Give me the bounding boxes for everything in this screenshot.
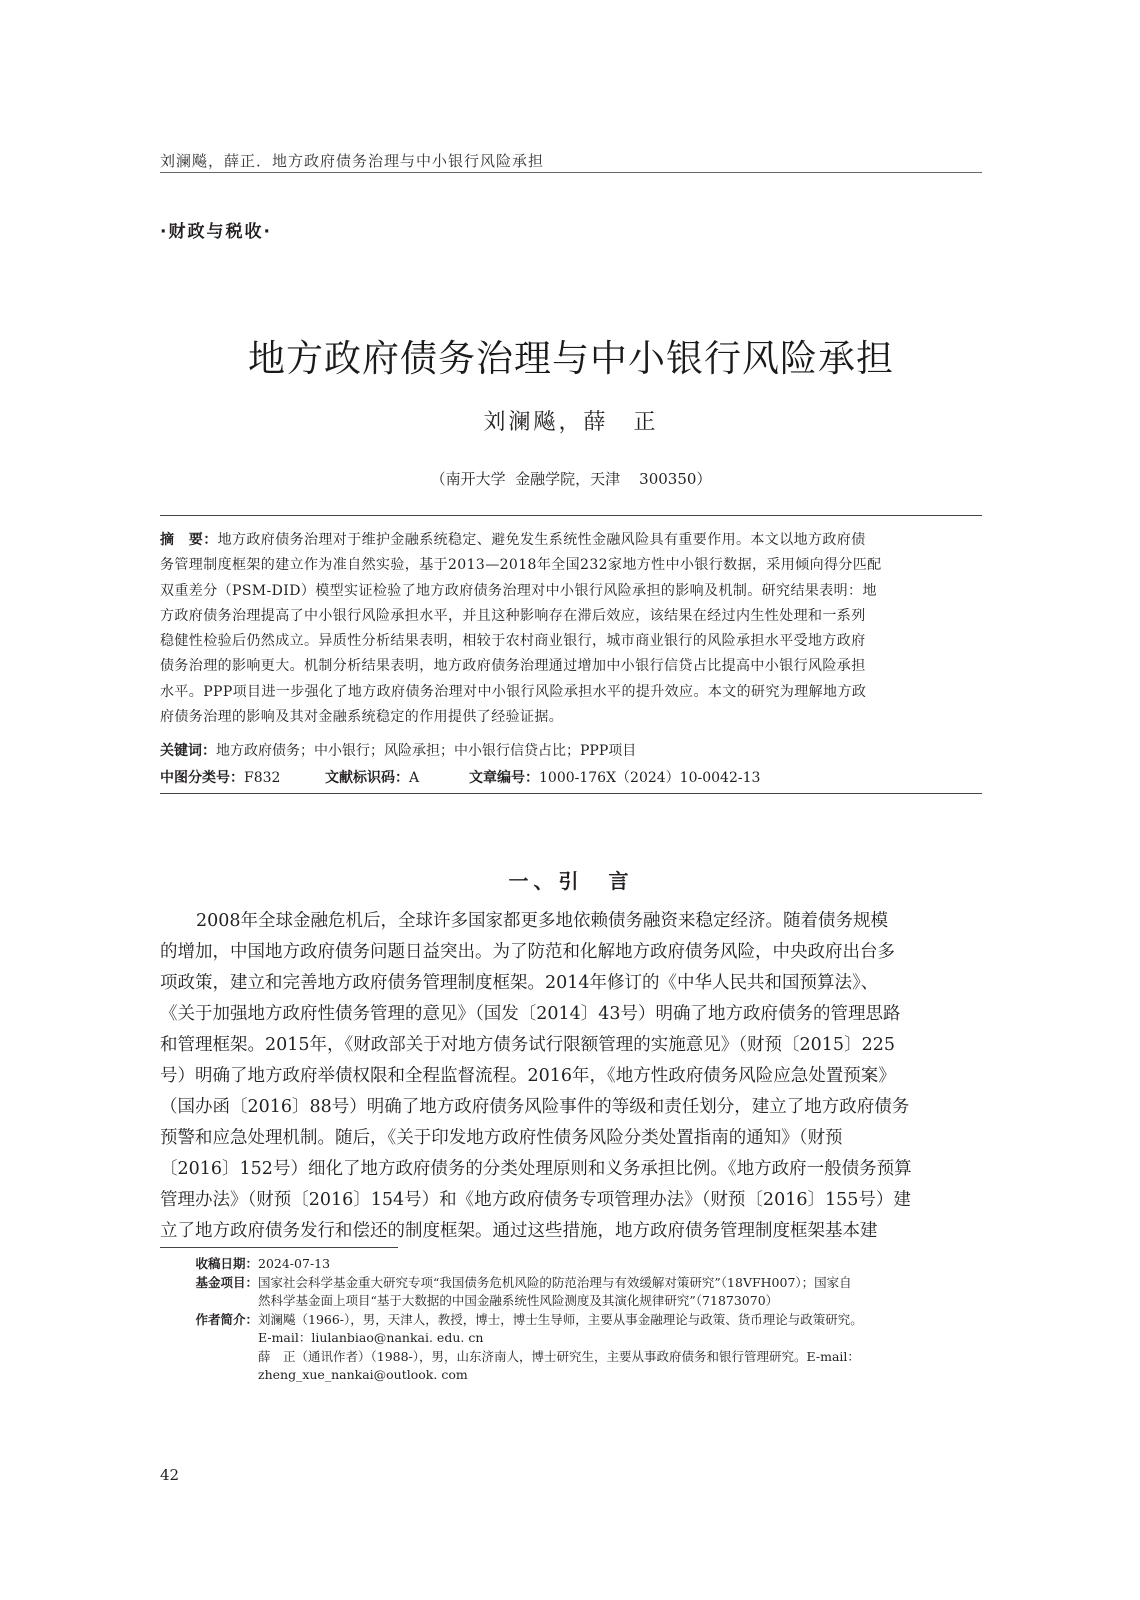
received-date [160, 1255, 982, 1274]
body-line: 的增加，中国地方政府债务问题日益突出。为了防范和化解地方政府债务风险，中央政府出台多 [160, 942, 895, 962]
abstract-line: 双重差分（PSM-DID）模型实证检验了地方政府债务治理对中小银行风险承担的影响及机制。研究结果表明：地 [160, 582, 877, 599]
abstract-text: 地方政府债务治理对于维护金融系统稳定、避免发生系统性金融风险具有重要作用。本文以地方政府债 [217, 532, 866, 548]
abstract-label: 摘 要： [160, 532, 218, 548]
author-bio-label: 作者简介： [195, 1311, 258, 1327]
abstract-bottom-rule [160, 793, 982, 794]
fund-label: 基金项目： [195, 1274, 258, 1290]
header-rule [160, 172, 982, 173]
doc-code-value: A [409, 770, 420, 786]
author-email: E-mail：liulanbiao@nankai. edu. cn [258, 1330, 484, 1345]
page-number: 42 [160, 1466, 180, 1484]
section-tag: ·财政与税收· [160, 222, 272, 242]
paper-title: 地方政府债务治理与中小银行风险承担 [248, 337, 894, 380]
footnote-rule [160, 1247, 398, 1248]
body-line: 预警和应急处理机制。随后，《关于印发地方政府性债务风险分类处置指南的通知》（财预 [160, 1128, 843, 1148]
author-bio-line: 刘澜飚（1966-），男，天津人，教授，博士，博士生导师，主要从事金融理论与政策、货币理论与政策研究。 [258, 1311, 863, 1327]
clc-value: F832 [244, 770, 281, 786]
body-line: 项政策，建立和完善地方政府债务管理制度框架。2014年修订的《中华人民共和国预算法》、 [160, 973, 879, 993]
classification [160, 767, 760, 787]
abstract [160, 528, 982, 730]
clc-label: 中图分类号： [160, 770, 244, 786]
abstract-line: 府债务治理的影响及其对金融系统稳定的作用提供了经验证据。 [160, 709, 564, 726]
body-line: 管理办法》（财预〔2016〕154号）和《地方政府债务专项管理办法》（财预〔2016〕155号）建 [160, 1190, 911, 1210]
body-line: 〔2016〕152号）细化了地方政府债务的分类处理原则和义务承担比例。《地方政府一般债务预算 [160, 1159, 912, 1179]
doc-code-label: 文献标识码： [325, 770, 409, 786]
article-number-label: 文章编号： [469, 770, 539, 786]
abstract-line: 水平。PPP项目进一步强化了地方政府债务治理对中小银行风险承担水平的提升效应。本文的研究为理解地方政 [160, 683, 867, 700]
author2-bio [160, 1348, 982, 1385]
fund-line: 国家社会科学基金重大研究专项“我国债务危机风险的防范治理与有效缓解对策研究”（18VFH007）；国家自 [258, 1274, 852, 1290]
received-label: 收稿日期： [195, 1256, 258, 1271]
abstract-line: 务管理制度框架的建立作为准自然实验，基于2013—2018年全国232家地方性中小银行数据，采用倾向得分匹配 [160, 557, 882, 574]
author2-bio-line: 薛 正（通讯作者）（1988-），男，山东济南人，博士研究生，主要从事政府债务和银行管理研究。E-mail： [258, 1348, 860, 1364]
abstract-top-rule [160, 515, 982, 516]
keywords-label: 关键词： [160, 743, 216, 759]
running-head: 刘澜飚，薛正．地方政府债务治理与中小银行风险承担 [160, 152, 545, 170]
abstract-line: 稳健性检验后仍然成立。异质性分析结果表明，相较于农村商业银行，城市商业银行的风险承担水平受地方政府 [160, 633, 866, 650]
body-line: 和管理框架。2015年，《财政部关于对地方债务试行限额管理的实施意见》（财预〔2015〕225 [160, 1035, 895, 1055]
author-bio [160, 1311, 982, 1348]
authors: 刘澜飚，薛 正 [483, 410, 659, 435]
footnotes [160, 1255, 982, 1385]
fund-line: 然科学基金面上项目“基于大数据的中国金融系统性风险测度及其演化规律研究”（71873070） [258, 1293, 779, 1308]
abstract-line [160, 528, 982, 553]
keywords-text: 地方政府债务；中小银行；风险承担；中小银行信贷占比；PPP项目 [216, 743, 637, 759]
keywords [160, 740, 636, 760]
body-line: （国办函〔2016〕88号）明确了地方政府债务风险事件的等级和责任划分，建立了地方政府债务 [160, 1097, 910, 1117]
affiliation: （南开大学 金融学院，天津 300350） [430, 470, 712, 488]
body-line: 《关于加强地方政府性债务管理的意见》（国发〔2014〕43号）明确了地方政府债务的管理思路 [160, 1004, 901, 1024]
received-value: 2024-07-13 [258, 1256, 331, 1271]
section-heading: 一、引 言 [508, 869, 634, 893]
author2-email: zheng_xue_nankai@outlook. com [258, 1367, 468, 1382]
body-text [160, 906, 982, 1247]
fund-project [160, 1274, 982, 1311]
article-number-value: 1000-176X（2024）10-0042-13 [539, 770, 761, 786]
abstract-line: 债务治理的影响更大。机制分析结果表明，地方政府债务治理通过增加中小银行信贷占比提高中小银行风险承担 [160, 658, 866, 675]
body-line: 号）明确了地方政府举债权限和全程监督流程。2016年，《地方性政府债务风险应急处置预案》 [160, 1066, 896, 1086]
body-line: 2008年全球金融危机后，全球许多国家都更多地依赖债务融资来稳定经济。随着债务规模 [196, 911, 889, 931]
body-line: 立了地方政府债务发行和偿还的制度框架。通过这些措施，地方政府债务管理制度框架基本建 [160, 1221, 878, 1241]
abstract-line: 方政府债务治理提高了中小银行风险承担水平，并且这种影响存在滞后效应，该结果在经过内生性处理和一系列 [160, 607, 866, 624]
